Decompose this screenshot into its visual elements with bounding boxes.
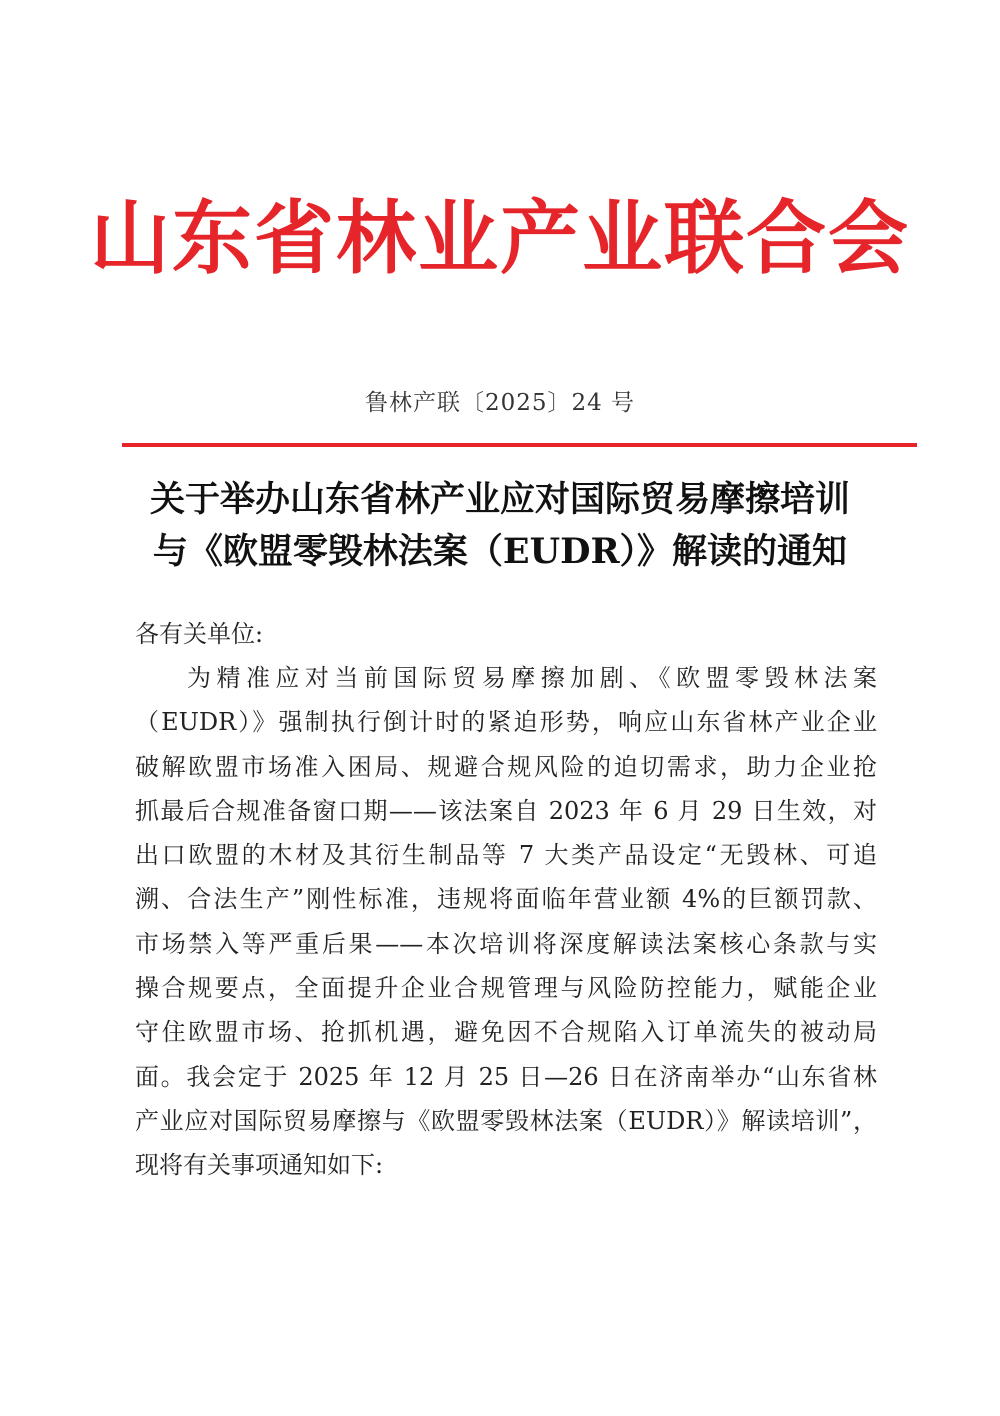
paragraph-line: 守住欧盟市场、抢抓机遇，避免因不合规陷入订单流失的被动局: [135, 1018, 877, 1047]
paragraph-line: 破解欧盟市场准入困局、规避合规风险的迫切需求，助力企业抢: [135, 752, 877, 781]
notice-body-paragraph: [135, 656, 877, 1188]
paragraph-line: （EUDR）》强制执行倒计时的紧迫形势，响应山东省林产业企业: [135, 708, 877, 737]
letterhead-divider: [122, 443, 917, 447]
notice-title: [100, 474, 900, 578]
letterhead-organization-name: 山东省林业产业联合会: [90, 191, 910, 285]
paragraph-line: 操合规要点，全面提升企业合规管理与风险防控能力，赋能企业: [135, 974, 877, 1003]
paragraph-line: 现将有关事项通知如下:: [135, 1151, 384, 1180]
paragraph-line: 面。我会定于 2025 年 12 月 25 日—26 日在济南举办“山东省林: [135, 1062, 877, 1091]
paragraph-line: 抓最后合规准备窗口期——该法案自 2023 年 6 月 29 日生效，对: [135, 796, 877, 825]
document-number: 鲁林产联〔2025〕24 号: [364, 390, 636, 416]
paragraph-line: 产业应对国际贸易摩擦与《欧盟零毁林法案（EUDR）》解读培训”，: [135, 1106, 877, 1135]
salutation: 各有关单位:: [135, 620, 264, 648]
notice-title-line-1: 关于举办山东省林产业应对国际贸易摩擦培训: [149, 479, 850, 520]
paragraph-line: 溯、合法生产”刚性标准，违规将面临年营业额 4%的巨额罚款、: [135, 885, 877, 914]
paragraph-line: 出口欧盟的木材及其衍生制品等 7 大类产品设定“无毁林、可追: [135, 841, 877, 870]
paragraph-line: 为精准应对当前国际贸易摩擦加剧、《欧盟零毁林法案: [187, 664, 877, 692]
notice-title-line-2: 与《欧盟零毁林法案（EUDR）》解读的通知: [152, 531, 848, 572]
paragraph-line: 市场禁入等严重后果——本次培训将深度解读法案核心条款与实: [135, 929, 877, 958]
